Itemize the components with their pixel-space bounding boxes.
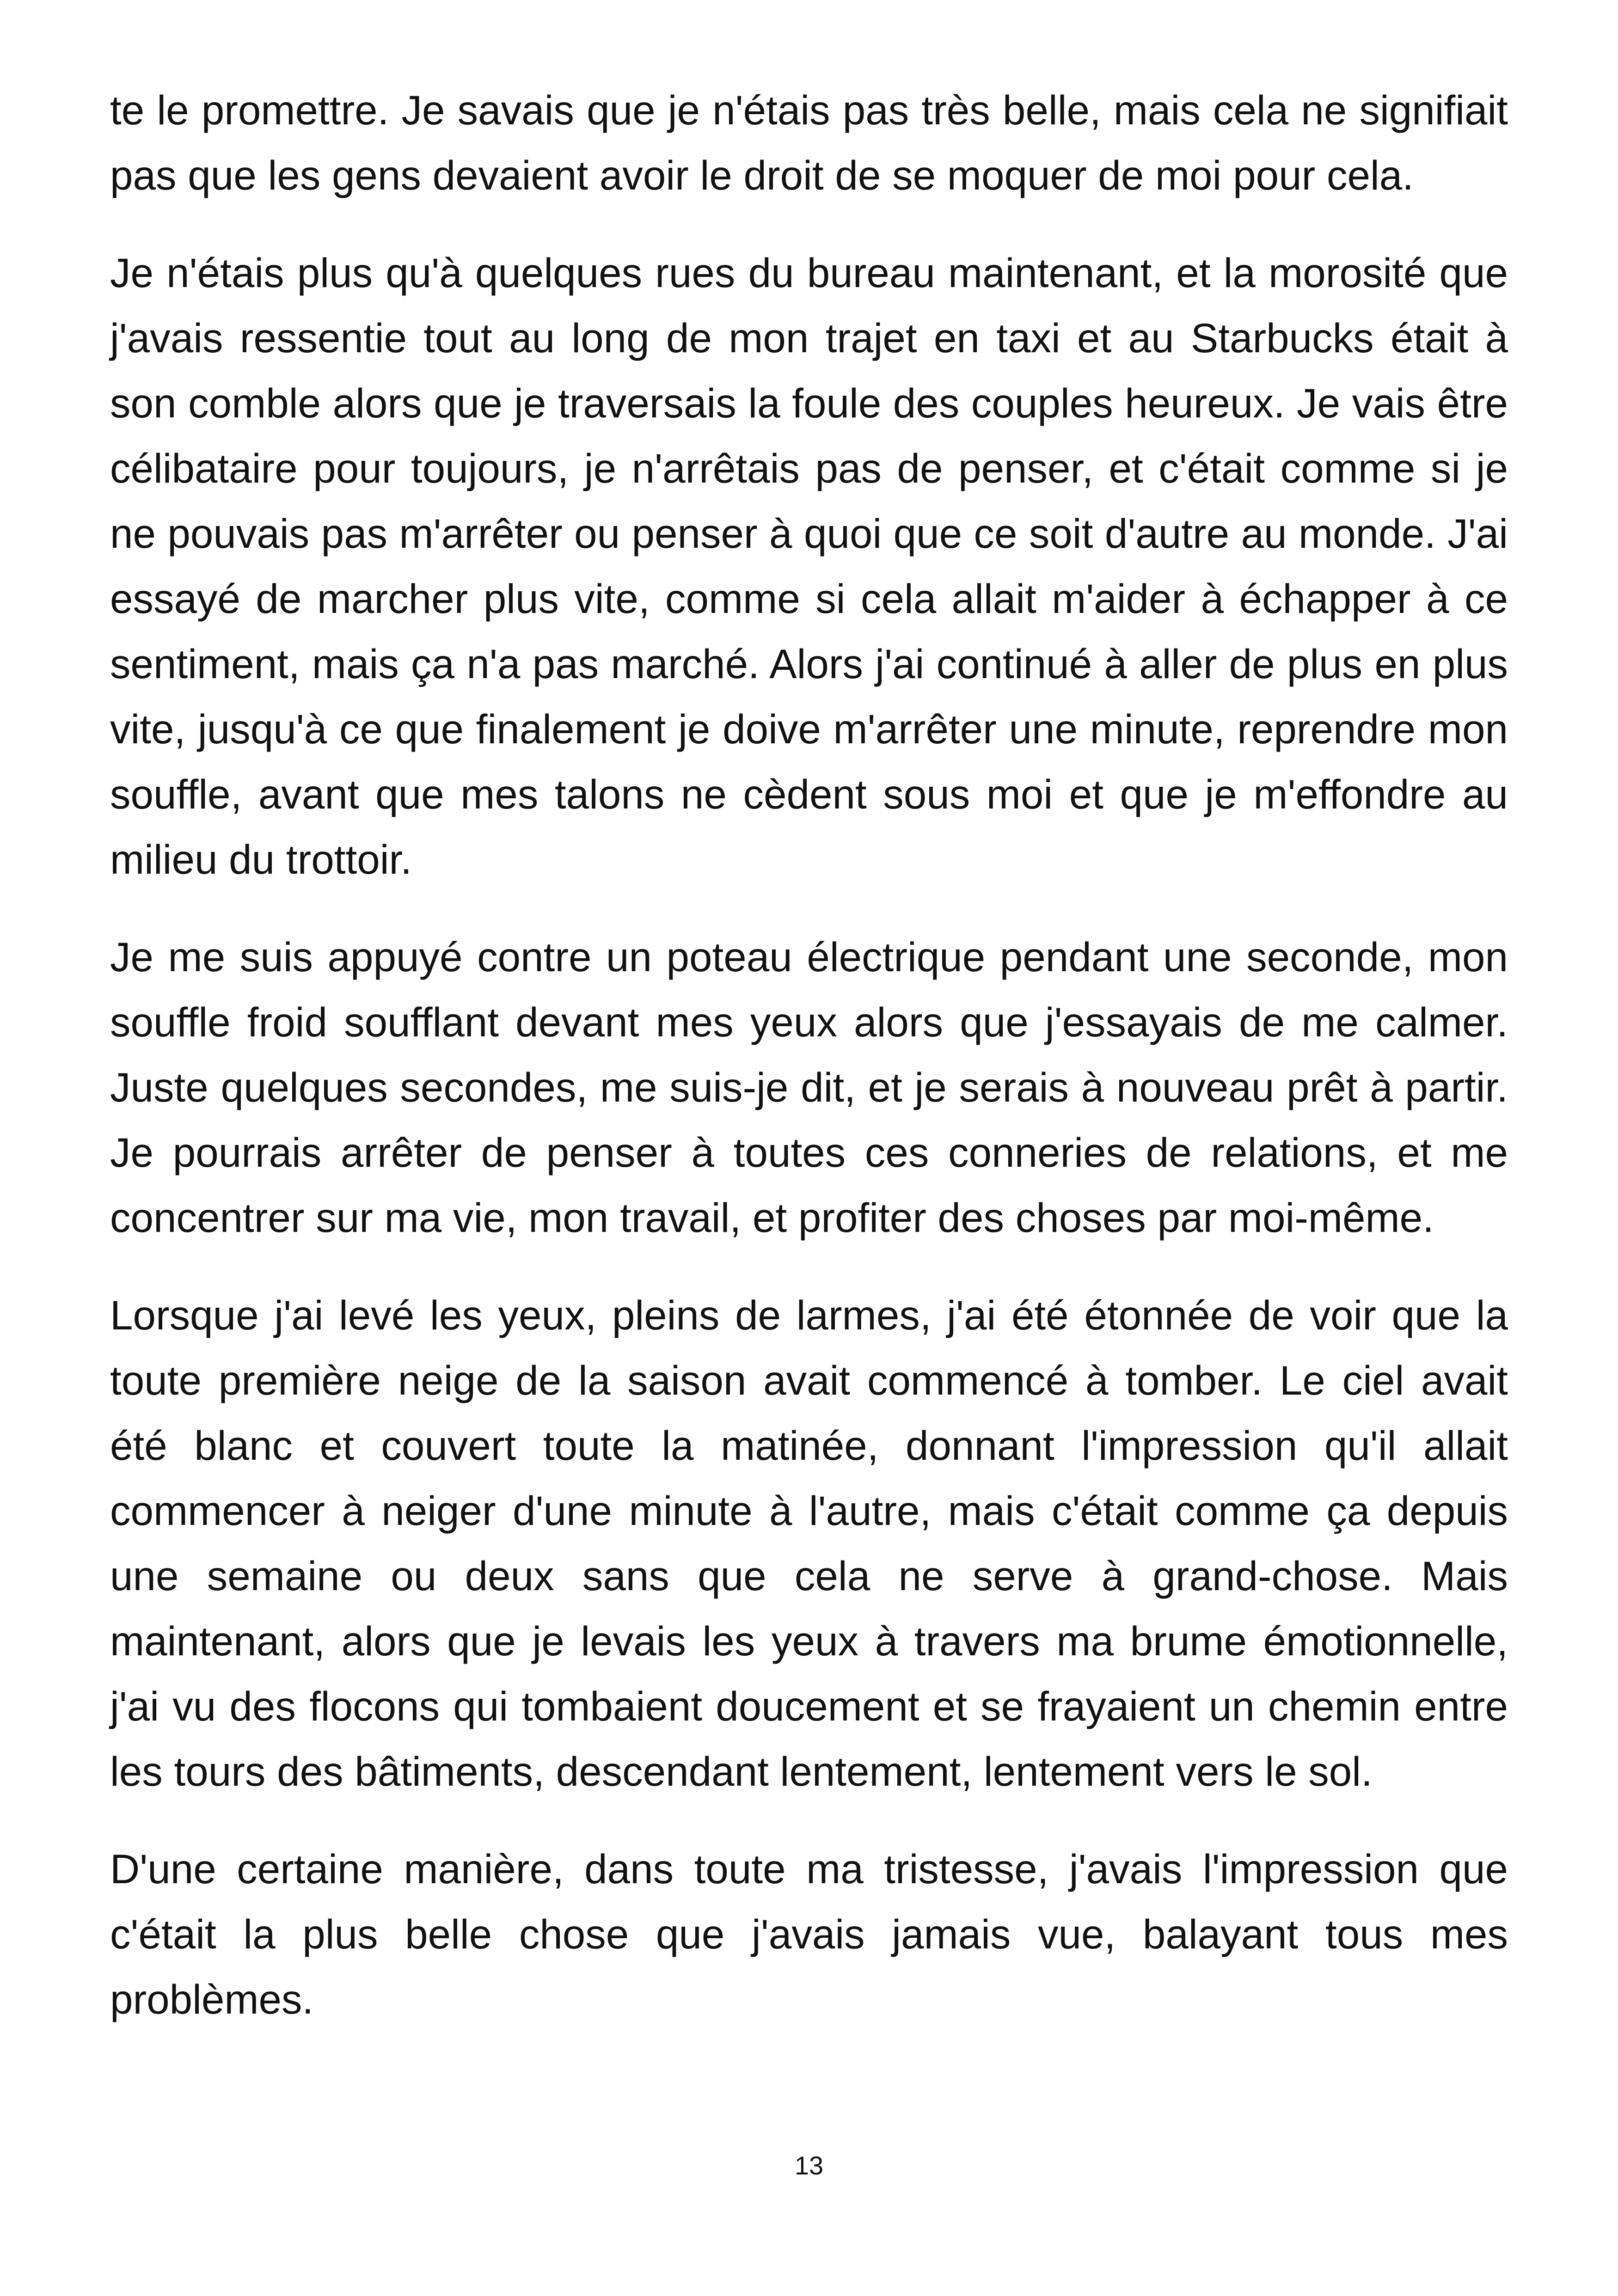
paragraph-4: Lorsque j'ai levé les yeux, pleins de larmes, j'ai été étonnée de voir que la toute première neige de la saison avait commencé à tomber. Le ciel avait été blanc et couvert toute la matinée, donnant l'impression qu'il allait commencer à neiger d'une minute à l'autre, mais c'était comme ça depuis une semaine ou deux sans que cela ne serve à grand-chose. Mais maintenant, alors que je levais les yeux à travers ma brume émotionnelle, j'ai vu des flocons qui tombaient doucement et se frayaient un chemin entre les tours des bâtiments, descendant lentement, lentement vers le sol. xyxy=(110,1292,1508,1794)
paragraph-5: D'une certaine manière, dans toute ma tristesse, j'avais l'impression que c'était la plus belle chose que j'avais jamais vue, balayant tous mes problèmes. xyxy=(110,1846,1508,2022)
paragraph-3: Je me suis appuyé contre un poteau électrique pendant une seconde, mon souffle froid soufflant devant mes yeux alors que j'essayais de me calmer. Juste quelques secondes, me suis-je dit, et je serais à nouveau prêt à partir. Je pourrais arrêter de penser à toutes ces conneries de relations, et me concentrer sur ma vie, mon travail, et profiter des choses par moi-même. xyxy=(110,934,1508,1241)
page-number: 13 xyxy=(794,2151,824,2180)
body-text xyxy=(110,78,1508,2064)
paragraph-1: te le promettre. Je savais que je n'étais pas très belle, mais cela ne signifiait pas que les gens devaient avoir le droit de se moquer de moi pour cela. xyxy=(110,87,1508,198)
paragraph-2: Je n'étais plus qu'à quelques rues du bureau maintenant, et la morosité que j'avais ressentie tout au long de mon trajet en taxi et au Starbucks était à son comble alors que je traversais la foule des couples heureux. Je vais être célibataire pour toujours, je n'arrêtais pas de penser, et c'était comme si je ne pouvais pas m'arrêter ou penser à quoi que ce soit d'autre au monde. J'ai essayé de marcher plus vite, comme si cela allait m'aider à échapper à ce sentiment, mais ça n'a pas marché. Alors j'ai continué à aller de plus en plus vite, jusqu'à ce que finalement je doive m'arrêter une minute, reprendre mon souffle, avant que mes talons ne cèdent sous moi et que je m'effondre au milieu du trottoir. xyxy=(110,250,1508,882)
